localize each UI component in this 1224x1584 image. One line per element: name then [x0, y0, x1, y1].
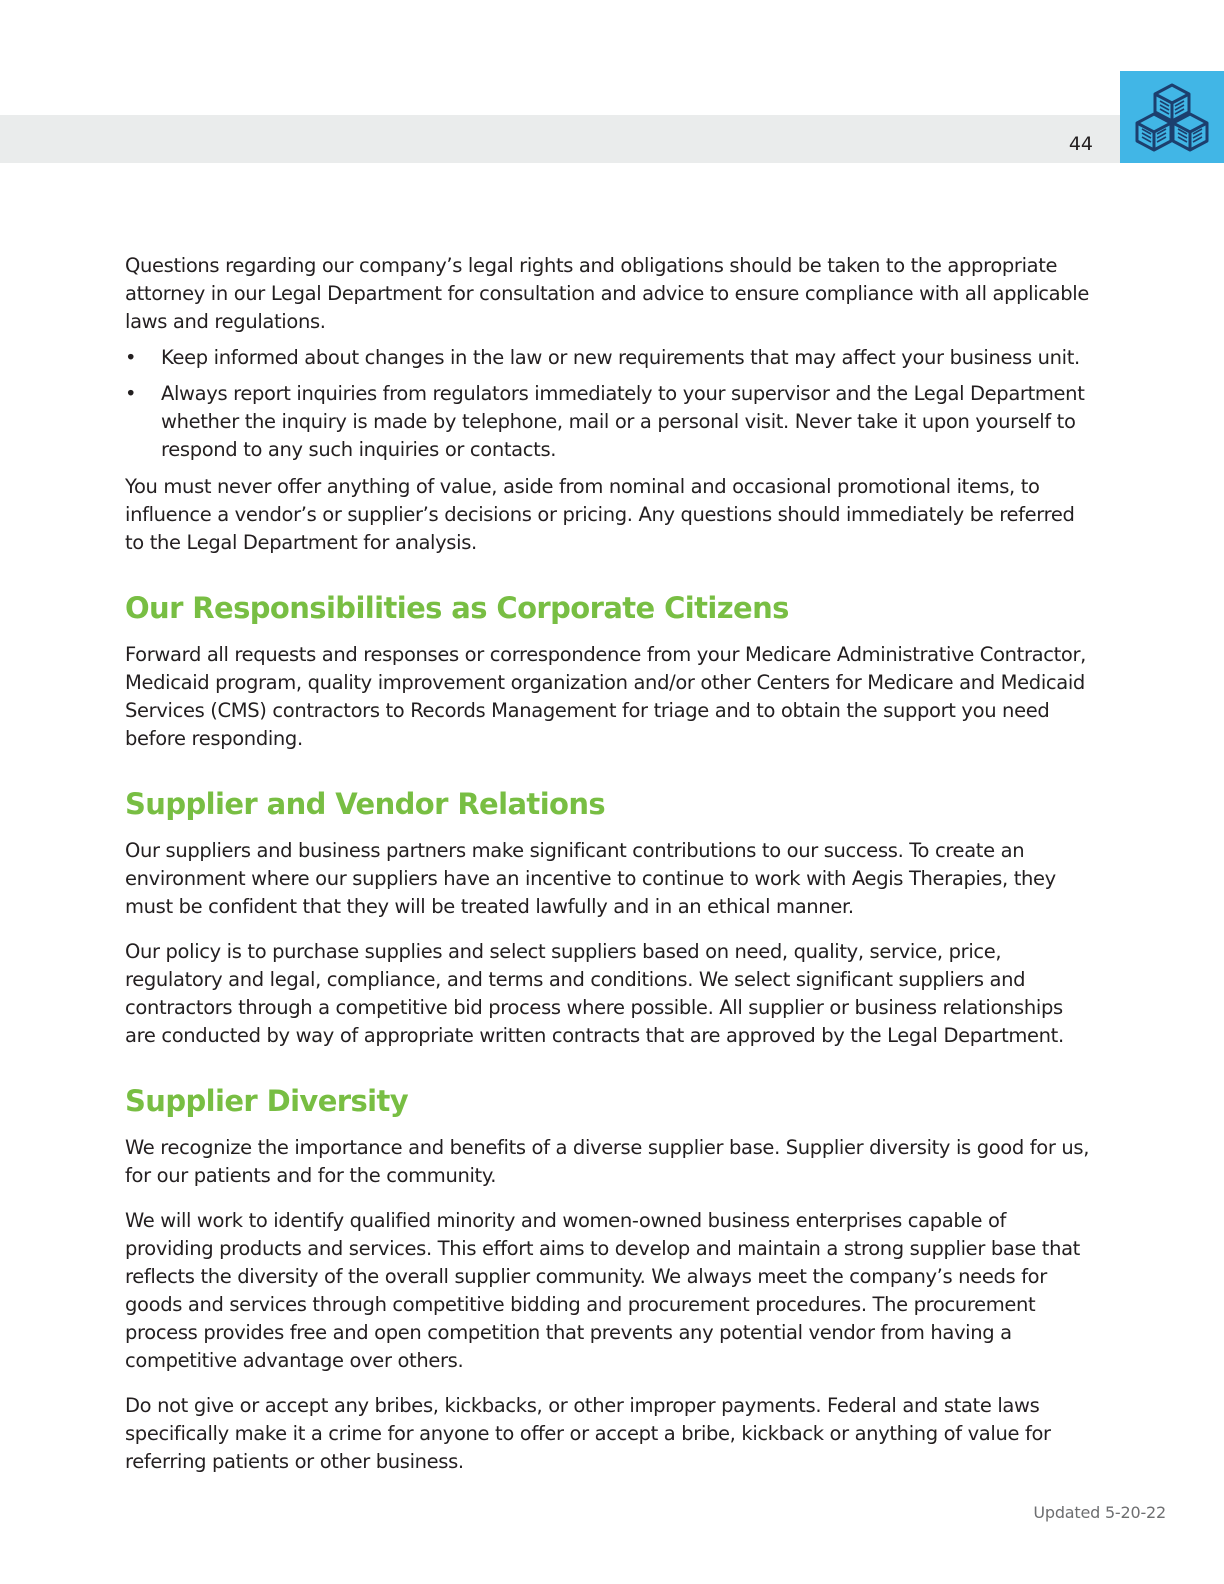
section-paragraph: We will work to identify qualified minority and women-owned business enterprises capable of providing products and services. This effort aims to develop and maintain a strong supplier base that reflects the diversity of the overall supplier community. We always meet the company’s needs for goods and services through competitive bidding and procurement procedures. The procurement process provides free and open competition that prevents any potential vendor from having a competitive advantage over others.: [125, 1209, 1080, 1372]
stacked-cubes-icon: [1129, 81, 1215, 155]
section-paragraph: Our suppliers and business partners make significant contributions to our success. To create an environment where our suppliers have an incentive to continue to work with Aegis Therapies, they must be confident that they will be treated lawfully and in an ethical manner.: [125, 839, 1056, 918]
section-paragraph: Forward all requests and responses or correspondence from your Medicare Administrative Contractor, Medicaid program, quality improvement organization and/or other Centers for Medicare and Medicaid Services (CMS) contractors to Records Management for triage and to obtain the support you need before responding.: [125, 643, 1086, 750]
header-band: [0, 115, 1224, 163]
list-item: • Always report inquiries from regulators immediately to your supervisor and the Legal Department whether the inquiry is made by telephone, mail or a personal visit. Never take it upon yourself to respond to any such inquiries or contacts.: [125, 382, 1085, 461]
bullet-icon: •: [125, 346, 137, 369]
logo: [1120, 71, 1224, 163]
main-content: [125, 252, 1093, 1476]
intro-paragraph: Questions regarding our company’s legal rights and obligations should be taken to the appropriate attorney in our Legal Department for consultation and advice to ensure compliance with all applicable laws and regulations.: [125, 254, 1089, 333]
closing-paragraph: You must never offer anything of value, aside from nominal and occasional promotional items, to influence a vendor’s or supplier’s decisions or pricing. Any questions should immediately be referred to the Legal Department for analysis.: [125, 475, 1075, 554]
list-item: • Keep informed about changes in the law or new requirements that may affect your business unit.: [125, 344, 1093, 372]
section-heading: Our Responsibilities as Corporate Citizens: [125, 591, 789, 625]
section-paragraph: We recognize the importance and benefits of a diverse supplier base. Supplier diversity is good for us, for our patients and for the community.: [125, 1136, 1090, 1187]
section-paragraph: Do not give or accept any bribes, kickbacks, or other improper payments. Federal and state laws specifically make it a crime for anyone to offer or accept a bribe, kickback or anything of value for referring patients or other business.: [125, 1394, 1051, 1473]
updated-date: Updated 5-20-22: [1033, 1503, 1166, 1522]
bullet-icon: •: [125, 382, 137, 405]
intro-bullet-list: [125, 344, 1093, 464]
page-number: 44: [1068, 133, 1093, 155]
section-paragraph: Our policy is to purchase supplies and select suppliers based on need, quality, service, price, regulatory and legal, compliance, and terms and conditions. We select significant suppliers and contractors through a competitive bid process where possible. All supplier or business relationships are conducted by way of appropriate written contracts that are approved by the Legal Department.: [125, 940, 1064, 1047]
section-heading: Supplier and Vendor Relations: [125, 787, 606, 821]
section-heading: Supplier Diversity: [125, 1084, 409, 1118]
